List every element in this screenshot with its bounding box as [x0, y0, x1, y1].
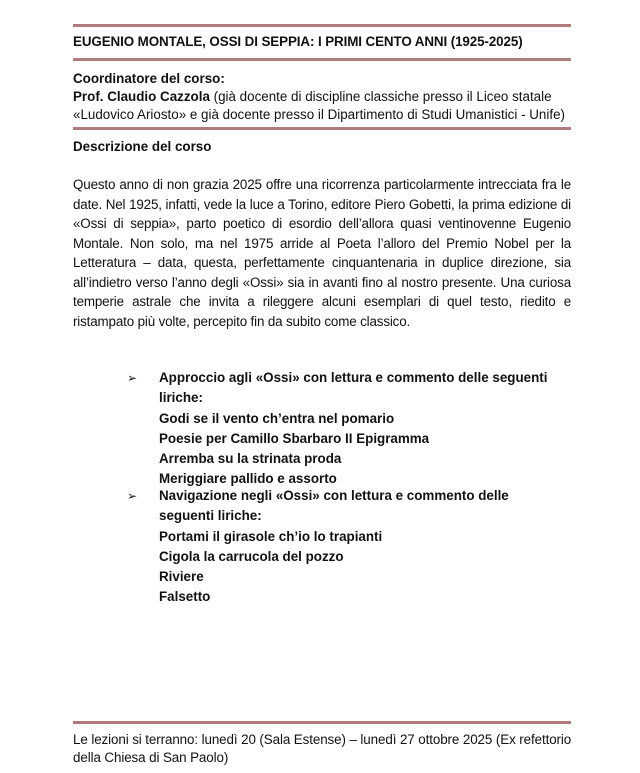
- poem-title: Arremba su la strinata proda: [159, 451, 342, 467]
- poem-title: Godi se il vento ch’entra nel pomario: [159, 410, 395, 426]
- section-heading: Approccio agli «Ossi» con lettura e commento delle seguenti liriche:: [159, 370, 548, 406]
- section-heading: Navigazione negli «Ossi» con lettura e commento delle seguenti liriche:: [159, 488, 509, 524]
- section-item: [127, 486, 547, 608]
- poem-title: Cigola la carrucola del pozzo: [159, 548, 344, 564]
- poem-title: Meriggiare pallido e assorto: [159, 471, 337, 487]
- document-title: EUGENIO MONTALE, OSSI DI SEPPIA: I PRIMI CENTO ANNI (1925-2025): [73, 34, 523, 49]
- section-list-2: [127, 486, 547, 608]
- rule-below-coordinator: [73, 127, 571, 130]
- coordinator-details: (già docente di discipline classiche presso il Liceo statale «Ludovico Ariosto» e già docente presso il Dipartimento di Studi Umanistici - Unife): [73, 89, 565, 122]
- coordinator-name: Prof. Claudio Cazzola: [73, 89, 210, 104]
- rule-top: [73, 24, 571, 27]
- coordinator-block: [73, 70, 573, 124]
- poem-title: Poesie per Camillo Sbarbaro II Epigramma: [159, 430, 430, 446]
- description-text: Questo anno di non grazia 2025 offre una ricorrenza particolarmente intrecciata fra le date. Nel 1925, infatti, vede la luce a Torino, editore Piero Gobetti, la prima edizione di «Ossi di seppia», parto poetico di esordio dell’allora quasi ventinovenne Eugenio Montale. Non solo, ma nel 1975 arride al Poeta l’alloro del Premio Nobel per la Letteratura – data, questa, perfettamente cinquantenaria in duplice direzione, sia all’indietro verso l’anno degli «Ossi» sia in avanti fino al nostro presente. Una curiosa temperie astrale che invita a rileggere alcuni esemplari di quel testo, riedito e ristampato più volte, percepito fin da subito come classico.: [73, 177, 571, 329]
- poem-title: Falsetto: [159, 589, 211, 605]
- rule-below-title: [73, 58, 571, 61]
- coordinator-label: Coordinatore del corso:: [73, 71, 225, 86]
- rule-above-footer: [73, 721, 571, 724]
- section-list-1: [127, 368, 577, 490]
- poem-title: Portami il girasole ch’io lo trapianti: [159, 528, 383, 544]
- footer-schedule: Le lezioni si terranno: lunedì 20 (Sala Estense) – lunedì 27 ottobre 2025 (Ex refettorio della Chiesa di San Paolo): [73, 732, 572, 765]
- section-item: [127, 368, 577, 490]
- arrow-bullet-icon: ➢: [127, 489, 138, 503]
- description-heading: Descrizione del corso: [73, 139, 212, 154]
- arrow-bullet-icon: ➢: [127, 371, 138, 385]
- poem-title: Riviere: [159, 569, 204, 585]
